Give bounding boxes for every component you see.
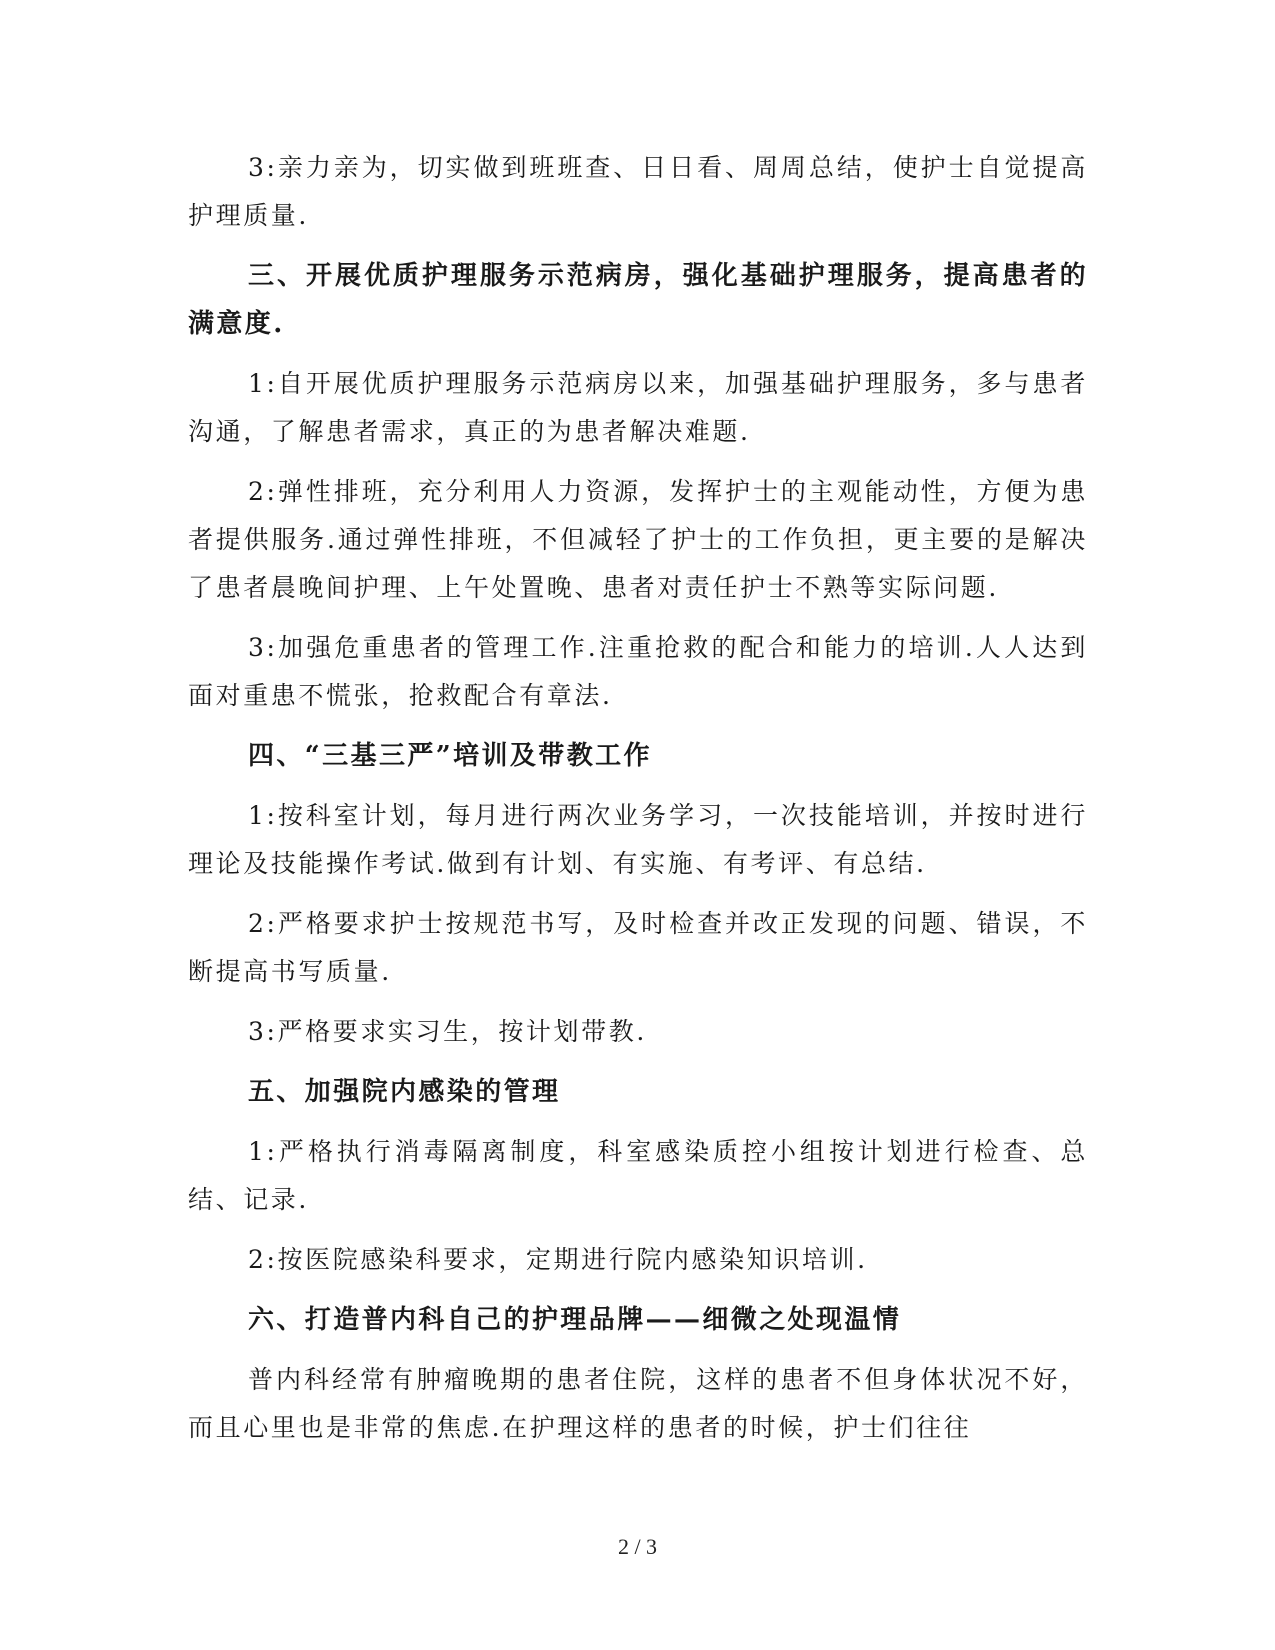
paragraph-4-3: 3:严格要求实习生，按计划带教. — [248, 1017, 647, 1046]
page-number: 2 / 3 — [617, 1534, 658, 1559]
paragraph-3-2: 2:弹性排班，充分利用人力资源，发挥护士的主观能动性，方便为患者提供服务.通过弹性排班，不但减轻了护士的工作负担，更主要的是解决了患者晨晚间护理、上午处置晚、患者对责任护士不熟等实际问题. — [188, 477, 1088, 602]
paragraph-6-body: 普内科经常有肿瘤晚期的患者住院，这样的患者不但身体状况不好，而且心里也是非常的焦虑.在护理这样的患者的时候，护士们往往 — [188, 1365, 1088, 1442]
section-heading-4: 四、“三基三严”培训及带教工作 — [248, 741, 652, 771]
section-heading-5: 五、加强院内感染的管理 — [248, 1077, 561, 1107]
paragraph-4-1: 1:按科室计划，每月进行两次业务学习，一次技能培训，并按时进行理论及技能操作考试.做到有计划、有实施、有考评、有总结. — [188, 801, 1088, 878]
paragraph-5-1: 1:严格执行消毒隔离制度，科室感染质控小组按计划进行检查、总结、记录. — [188, 1137, 1088, 1214]
paragraph-3-3: 3:加强危重患者的管理工作.注重抢救的配合和能力的培训.人人达到面对重患不慌张，抢救配合有章法. — [188, 633, 1088, 710]
section-heading-3: 三、开展优质护理服务示范病房，强化基础护理服务，提高患者的满意度. — [188, 261, 1088, 339]
section-heading-6: 六、打造普内科自己的护理品牌——细微之处现温情 — [248, 1305, 902, 1335]
paragraph-quality-check: 3:亲力亲为，切实做到班班查、日日看、周周总结，使护士自觉提高护理质量. — [188, 153, 1088, 230]
paragraph-4-2: 2:严格要求护士按规范书写，及时检查并改正发现的问题、错误，不断提高书写质量. — [188, 909, 1088, 986]
document-page — [188, 144, 1088, 1452]
paragraph-3-1: 1:自开展优质护理服务示范病房以来，加强基础护理服务，多与患者沟通，了解患者需求，真正的为患者解决难题. — [188, 369, 1088, 446]
paragraph-5-2: 2:按医院感染科要求，定期进行院内感染知识培训. — [248, 1245, 868, 1274]
